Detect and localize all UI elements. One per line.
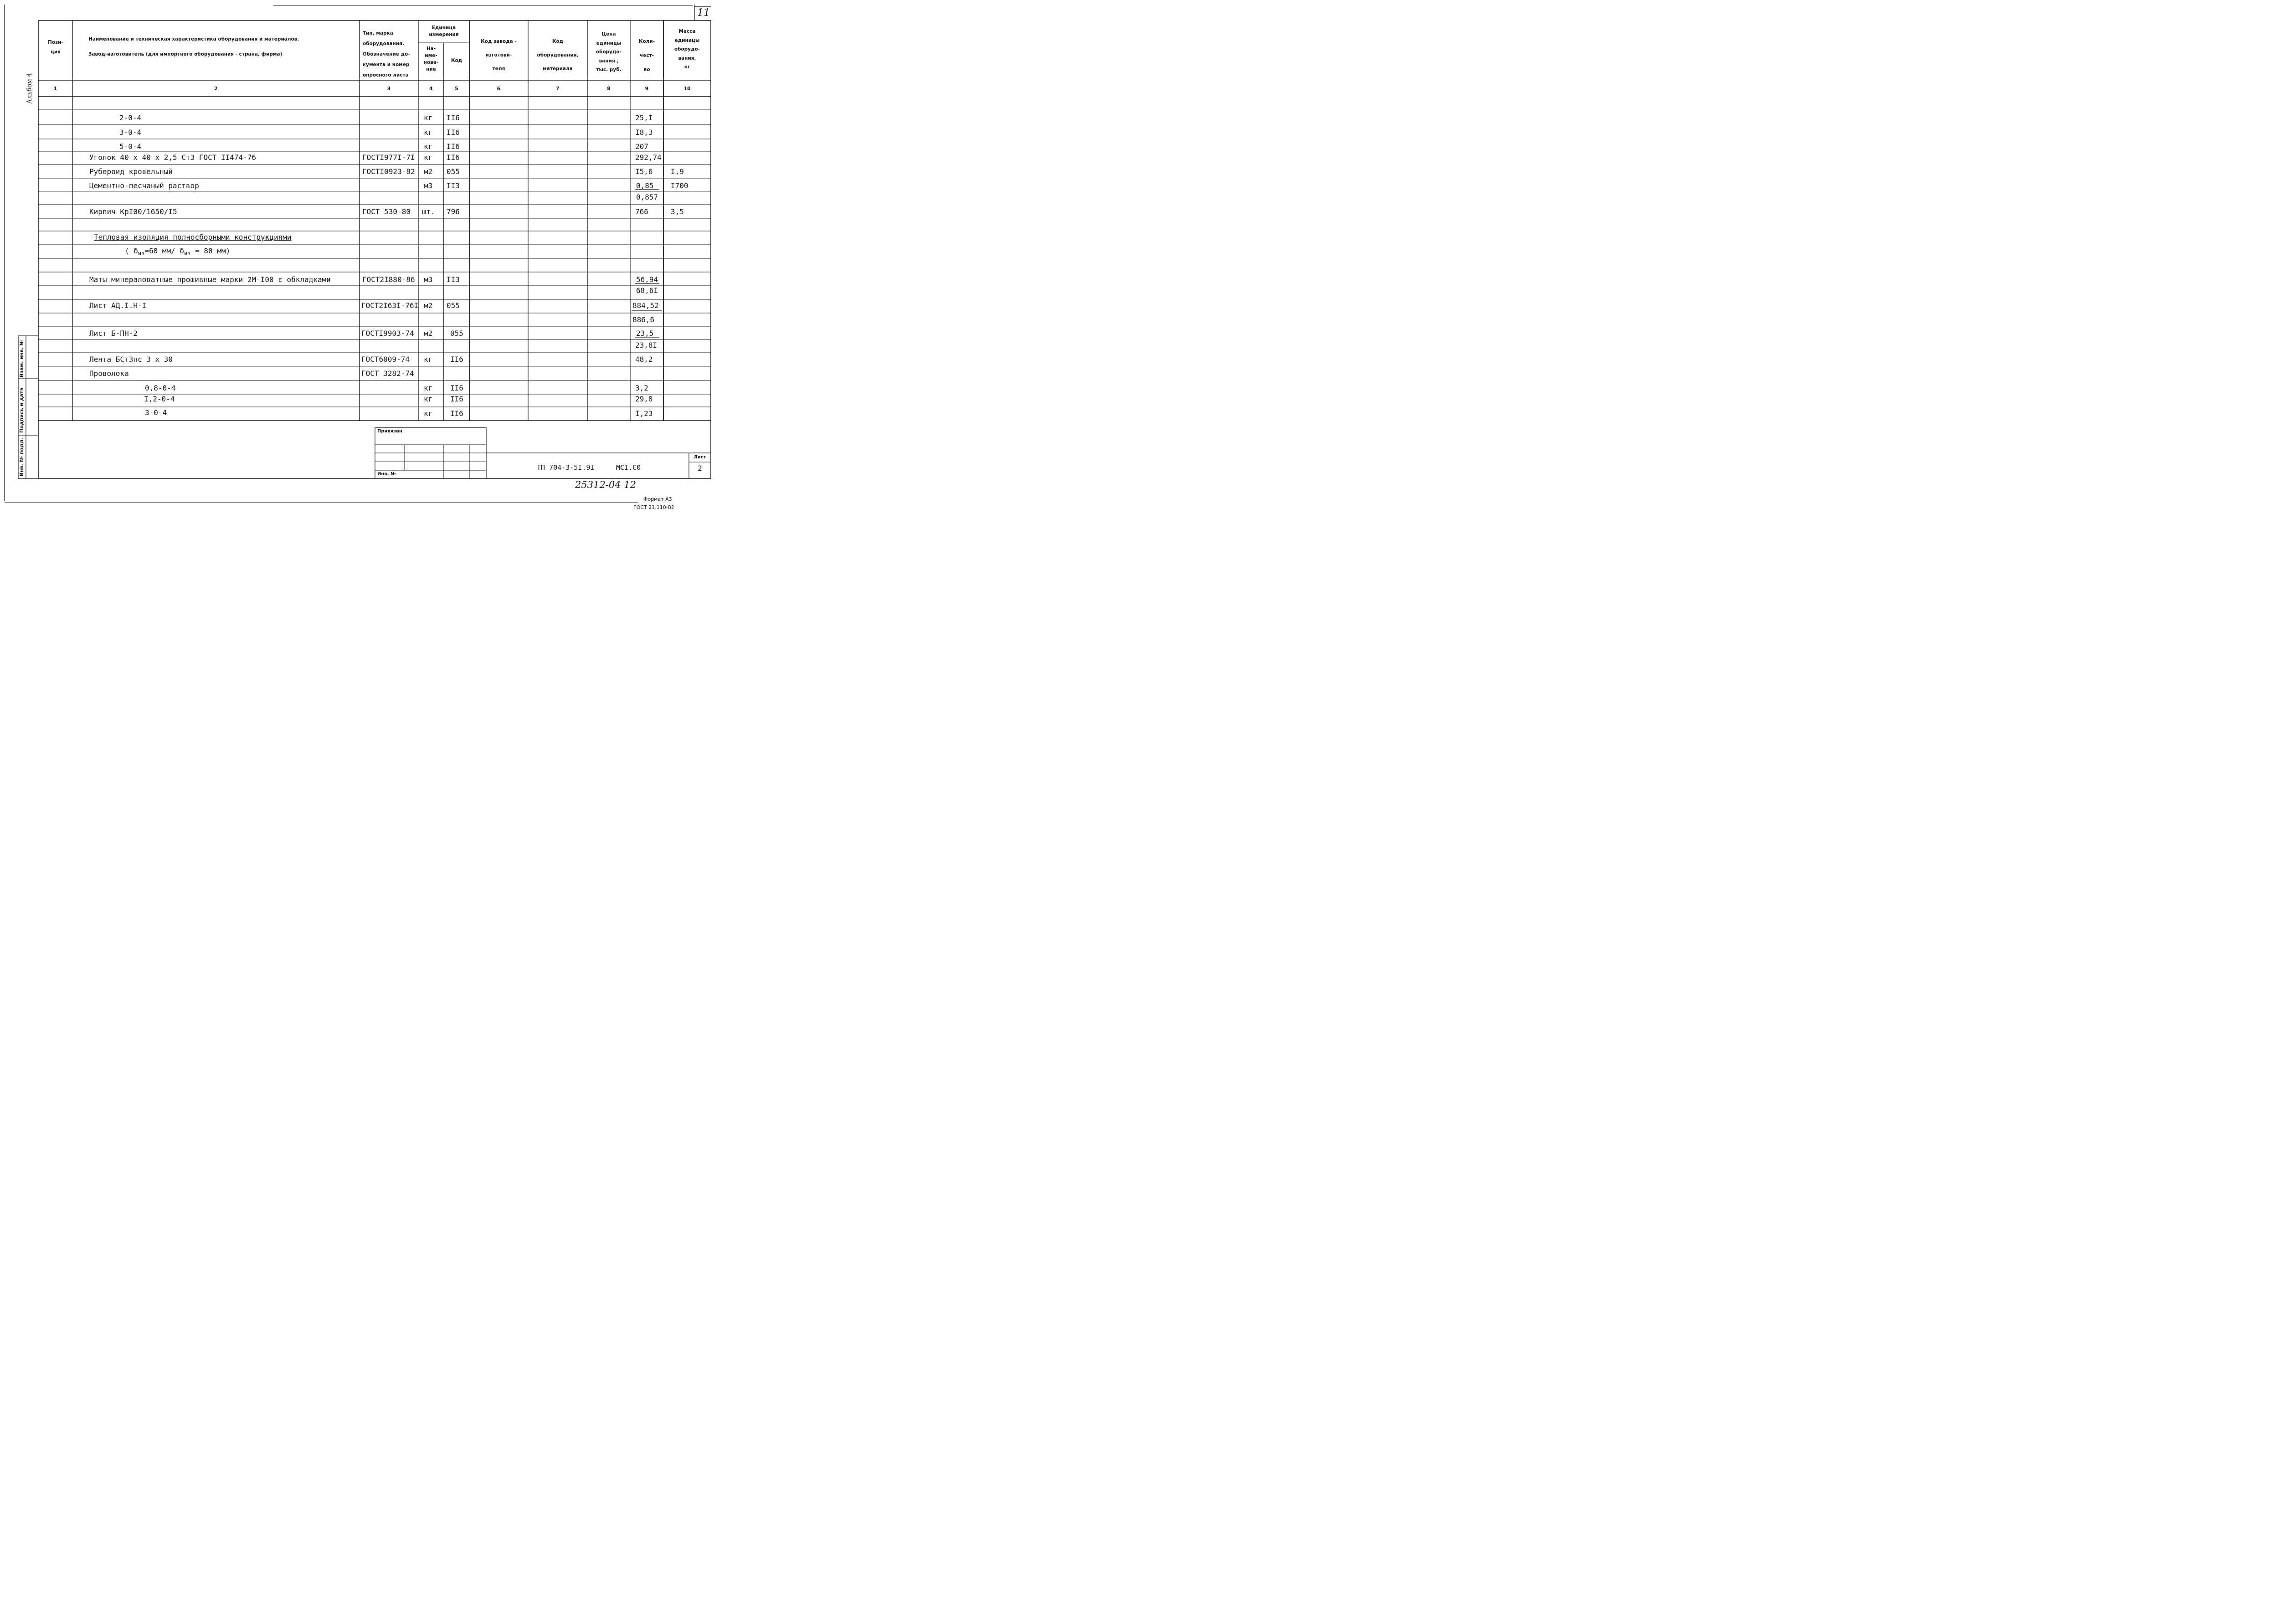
side-stamp-inv-podl: Инв. № подл. (19, 437, 25, 477)
row-unit: кг (424, 409, 433, 418)
header-price-line: единицы (596, 40, 622, 46)
header-type-line: Тип, марка (363, 31, 393, 36)
row-unit: м2 (424, 329, 433, 338)
header-unit-code: Код (451, 58, 462, 63)
header-equip-code-line: Код (552, 39, 564, 44)
col-number: 1 (53, 86, 57, 92)
album-label: Альбом 4 (26, 72, 33, 104)
col-number: 2 (214, 86, 218, 92)
row-name: Цементно-песчаный раствор (89, 181, 199, 190)
header-qty (630, 35, 663, 77)
row-mass: I,9 (671, 167, 684, 176)
gost-label: ГОСТ 21.110-82 (633, 504, 674, 510)
header-qty-line: чест- (640, 53, 654, 58)
side-stamp-vzam: Взам. инв. № (19, 339, 25, 377)
header-pos-line2: ция (51, 49, 61, 55)
header-name-line1: Наименование и техническая характеристика оборудования и материалов. (88, 36, 299, 42)
col-number: 3 (387, 86, 391, 92)
header-factory-line: теля (492, 66, 505, 72)
row-name: Лист Б-ПН-2 (89, 329, 138, 338)
row-code: II6 (447, 113, 460, 122)
row-qty: 23,8I (635, 341, 658, 349)
header-factory (469, 35, 528, 76)
row-type: ГОСТ 3282-74 (361, 369, 414, 378)
row-unit: кг (424, 128, 433, 137)
header-unit-line: Единица (432, 25, 456, 31)
row-code: II6 (447, 128, 460, 137)
header-price-line: вания , (599, 58, 619, 64)
header-unit-line: измерения (429, 32, 459, 37)
header-price (587, 30, 630, 75)
header-equip-code-line: оборудования, (537, 52, 579, 58)
header-pos (44, 40, 67, 54)
col-number: 4 (429, 86, 433, 92)
row-qty: 56,94 (636, 275, 658, 284)
row-unit: шт. (422, 207, 435, 216)
row-code: 055 (447, 167, 460, 176)
row-type: ГОСТI977I-7I (362, 153, 415, 162)
row-name: Лист АД.I.Н-I (89, 301, 147, 310)
row-unit: кг (424, 395, 433, 403)
thickness-spec-mid: =60 мм/ δ (144, 247, 185, 255)
row-mass: 3,5 (671, 207, 684, 216)
header-equip-code (528, 35, 587, 76)
row-qty: 0,85 (636, 181, 654, 190)
row-type: ГОСТ2I880-86 (362, 275, 415, 284)
row-code: II6 (450, 395, 463, 403)
row-code: II6 (447, 153, 460, 162)
row-name: Маты минераловатные прошивные марки 2М-I00 с обкладками (89, 275, 331, 284)
thickness-spec-sub: из (138, 250, 145, 257)
row-unit: кг (424, 153, 433, 162)
header-mass-line: оборудо- (674, 46, 700, 52)
header-type-line: оборудования. (363, 41, 404, 46)
header-factory-line: изготови- (485, 52, 512, 58)
row-unit: м2 (424, 301, 433, 310)
row-qty: 25,I (635, 113, 653, 122)
thickness-spec-post: = 80 мм) (190, 247, 231, 255)
handwritten-number: 25312-04 12 (575, 479, 637, 490)
row-qty: 292,74 (635, 153, 662, 162)
row-code: II6 (447, 142, 460, 151)
row-unit: кг (424, 355, 433, 364)
col-number: 10 (683, 86, 691, 92)
row-unit: кг (424, 142, 433, 151)
row-name: 3-0-4 (119, 128, 142, 137)
row-qty: 884,52 (632, 301, 659, 310)
row-name: 2-0-4 (119, 113, 142, 122)
col-number: 8 (607, 86, 611, 92)
row-qty: 886,6 (632, 315, 655, 324)
header-mass-line: единицы (674, 37, 700, 43)
header-mass-line: вания, (678, 55, 696, 61)
header-type-line: Обозначение до- (363, 51, 410, 57)
thickness-spec-pre: ( δ (125, 247, 138, 255)
row-name: Проволока (89, 369, 129, 378)
header-unit-name-line: На- (426, 46, 436, 51)
col-number: 7 (556, 86, 560, 92)
row-name: 0,8-0-4 (145, 384, 176, 392)
row-qty: I,23 (635, 409, 653, 418)
row-code: II6 (450, 384, 463, 392)
row-code: 055 (447, 301, 460, 310)
header-unit-name-line: ние (426, 67, 436, 72)
row-unit: м2 (424, 167, 433, 176)
header-unit (418, 25, 469, 38)
row-qty: 48,2 (635, 355, 653, 364)
row-name: 3-0-4 (145, 408, 167, 417)
row-type: ГОСТ2I63I-76I (361, 301, 419, 310)
header-type-line: кумента и номер (363, 62, 410, 67)
row-name: Уголок 40 х 40 х 2,5 Ст3 ГОСТ II474-76 (89, 153, 257, 162)
row-code: II6 (450, 409, 463, 418)
stamp-inv: Инв. № (377, 472, 396, 477)
row-qty: 23,5 (636, 329, 654, 338)
table-grid (0, 0, 714, 509)
row-qty: I8,3 (635, 128, 653, 137)
format-label: Формат А3 (643, 496, 672, 502)
header-type-line: опросного листа (363, 72, 409, 78)
sheet-label: Лист (694, 455, 706, 460)
col-number: 6 (497, 86, 501, 92)
header-equip-code-line: материала (543, 66, 573, 72)
header-type (363, 28, 410, 81)
thickness-spec-sub: из (184, 250, 191, 257)
header-qty-line: во (643, 67, 650, 72)
row-code: II3 (447, 275, 460, 284)
header-mass-line: кг (684, 64, 690, 70)
thickness-spec (125, 247, 230, 256)
section-heading: Тепловая изоляция полносборными конструкциями (94, 233, 292, 242)
col-number: 5 (455, 86, 458, 92)
header-qty-line: Коли- (638, 39, 655, 44)
row-unit: м3 (424, 275, 433, 284)
row-type: ГОСТI9903-74 (361, 329, 414, 338)
row-type: ГОСТI0923-82 (362, 167, 415, 176)
row-qty: I5,6 (635, 167, 653, 176)
sheet-number: 2 (698, 464, 702, 473)
header-unit-name-line: нова- (423, 60, 439, 65)
row-qty: 68,6I (636, 286, 658, 295)
row-name: Кирпич КрI00/1650/I5 (89, 207, 177, 216)
row-name: Рубероид кровельный (89, 167, 173, 176)
header-price-line: Цена (601, 31, 616, 37)
row-unit: кг (424, 113, 433, 122)
row-name: Лента БСт3пс 3 х 30 (89, 355, 173, 364)
row-code: II3 (447, 181, 460, 190)
doc-code: ТП 704-3-5I.9I (537, 463, 595, 472)
row-qty: 0,857 (636, 193, 658, 201)
header-mass-line: Масса (678, 29, 696, 34)
row-code: II6 (450, 355, 463, 364)
row-name: 5-0-4 (119, 142, 142, 151)
row-code: 055 (450, 329, 463, 338)
row-unit: кг (424, 384, 433, 392)
row-name: I,2-0-4 (144, 395, 175, 403)
doc-mark: МСI.С0 (616, 463, 641, 472)
side-stamp-signature: Подпись и дата (19, 387, 25, 433)
row-qty: 766 (635, 207, 648, 216)
row-type: ГОСТ6009-74 (361, 355, 410, 364)
header-mass (663, 27, 711, 72)
col-number: 9 (645, 86, 649, 92)
row-code: 796 (447, 207, 460, 216)
header-name-line2: Завод-изготовитель (для импортного оборудования - страна, фирма) (88, 51, 283, 57)
row-unit: м3 (424, 181, 433, 190)
header-unit-name (418, 46, 444, 73)
stamp-privyazan: Привязан (377, 429, 402, 434)
header-unit-name-line: име- (425, 53, 437, 58)
sheet-corner-number: 11 (697, 7, 710, 19)
header-price-line: оборудо- (596, 49, 622, 55)
row-qty: 29,8 (635, 395, 653, 403)
header-pos-line1: Пози- (48, 40, 63, 45)
header-factory-line: Код завода - (481, 39, 517, 44)
header-price-line: тыс. руб. (596, 67, 622, 72)
row-qty: 207 (635, 142, 648, 151)
row-type: ГОСТ 530-80 (362, 207, 411, 216)
row-mass: I700 (671, 181, 688, 190)
row-qty: 3,2 (635, 384, 648, 392)
